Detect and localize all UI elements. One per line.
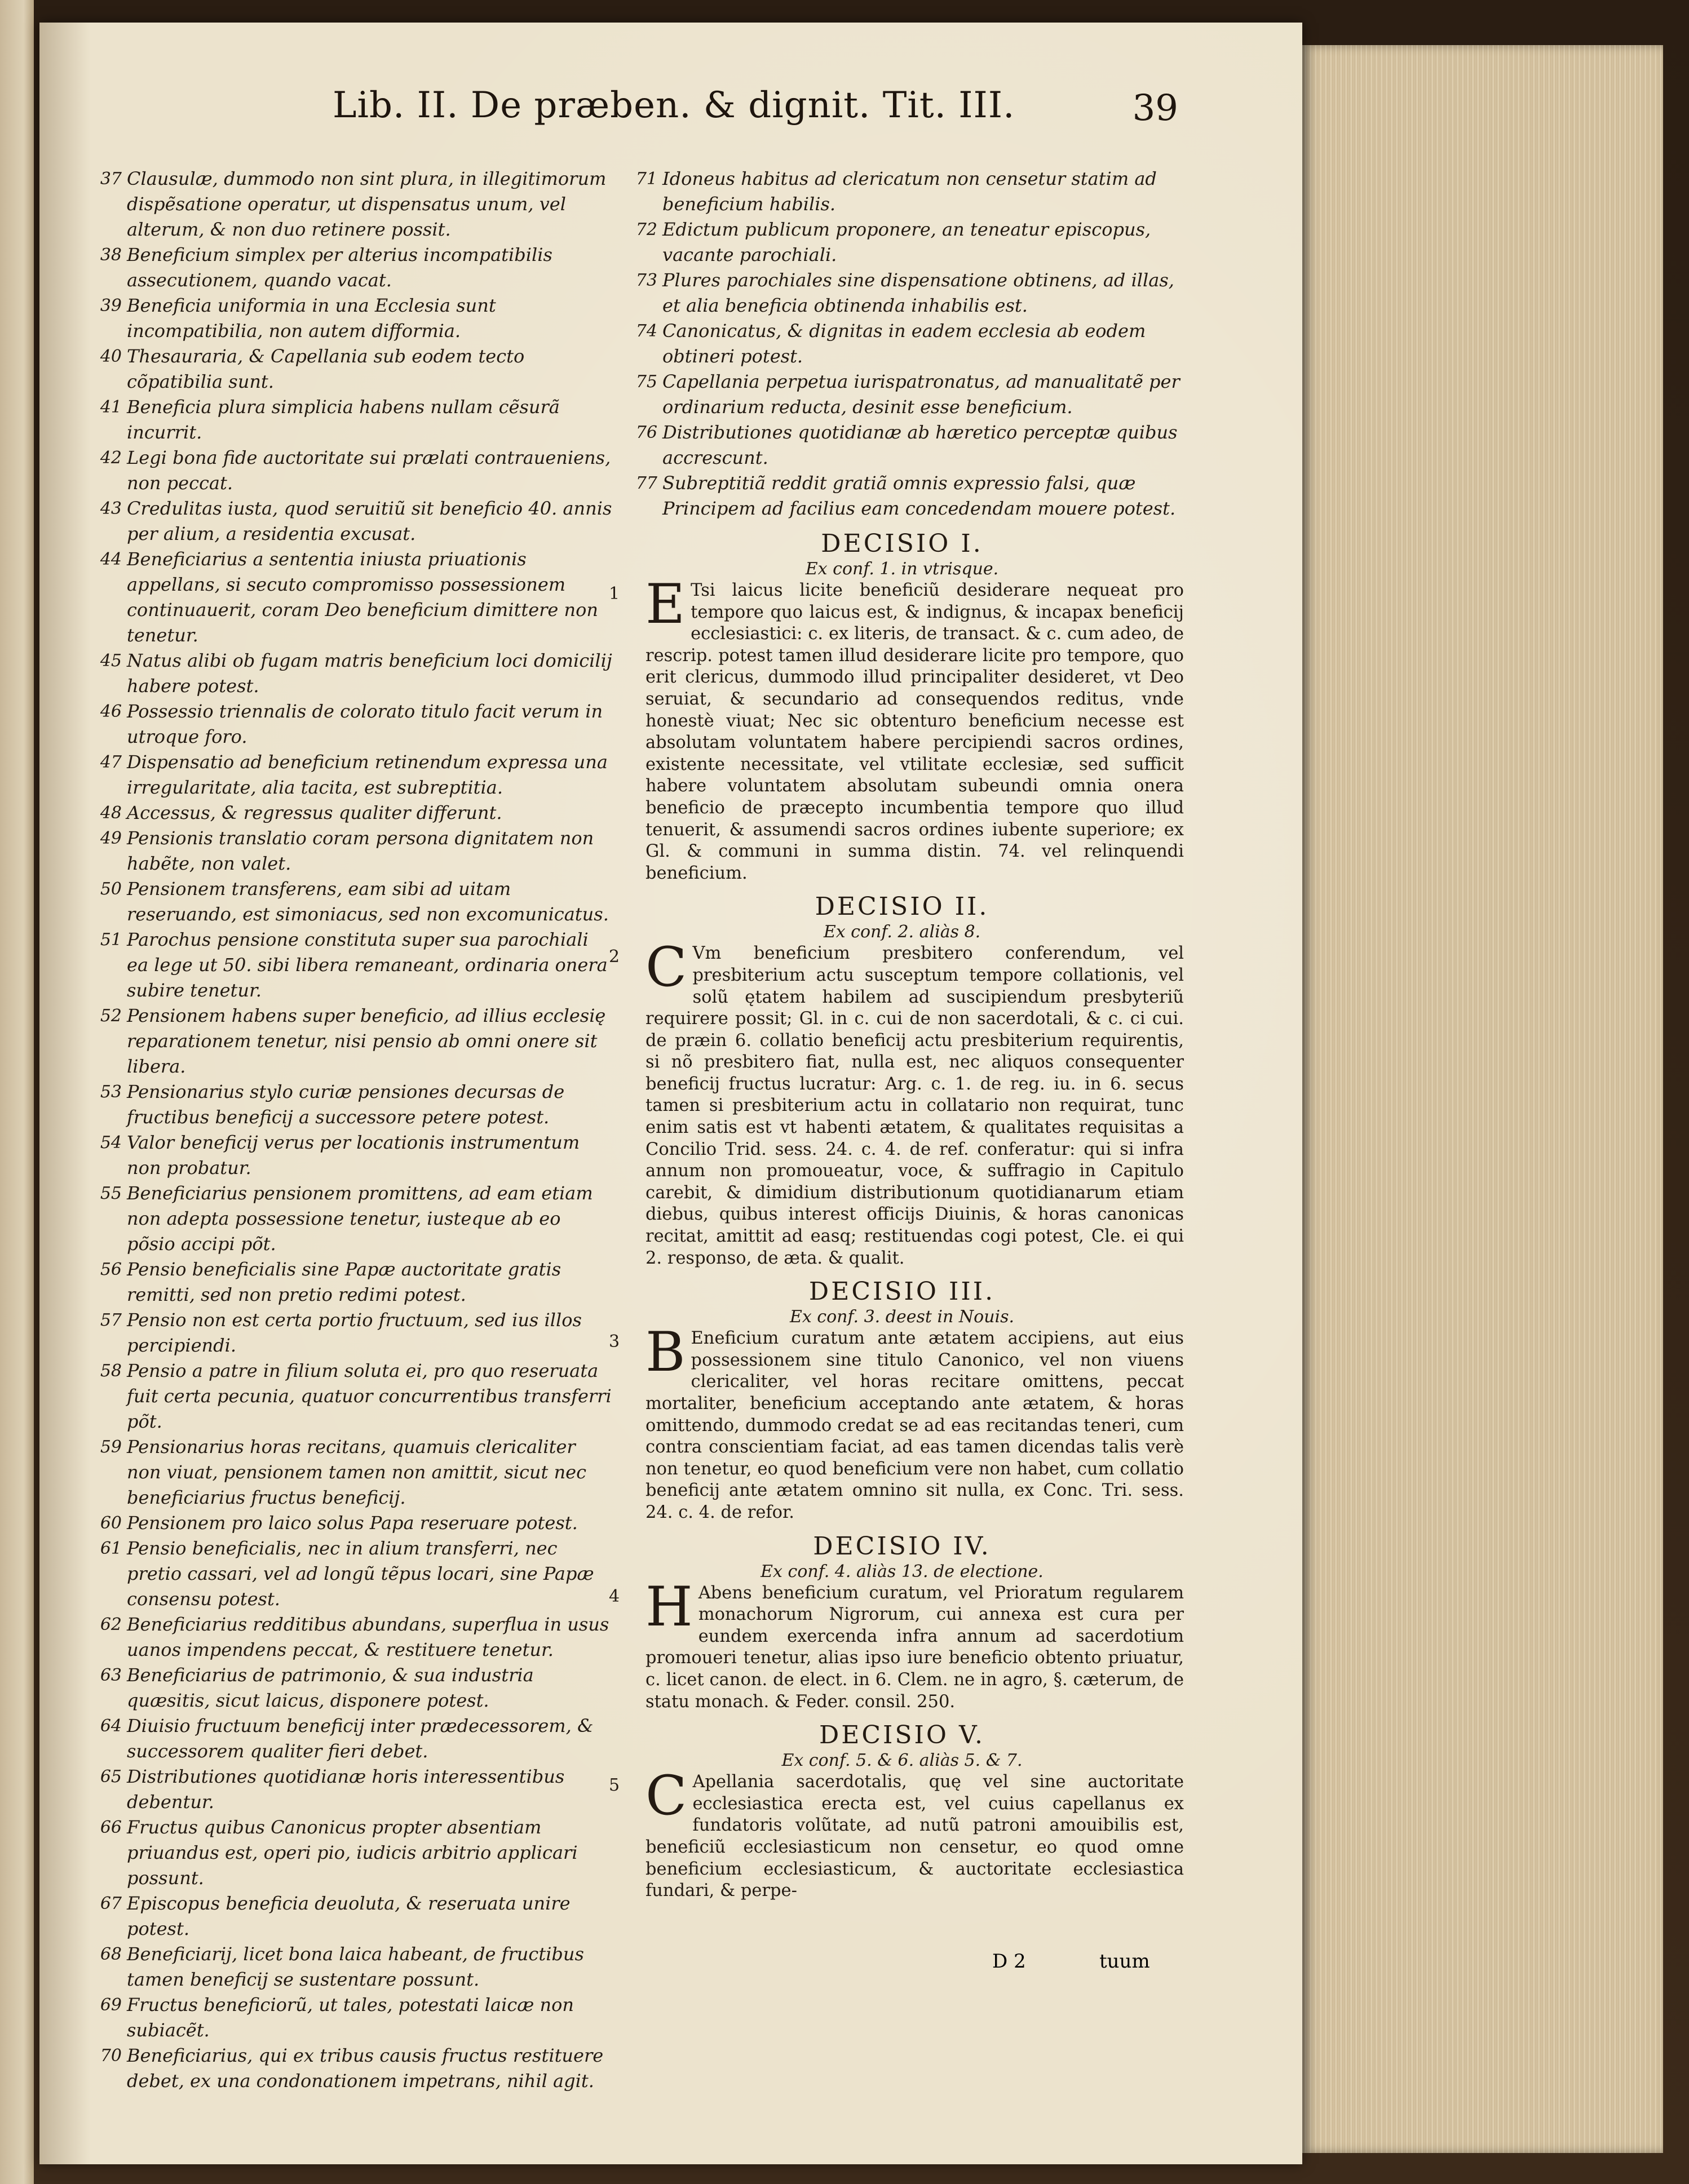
index-entry-number: 42 [100, 448, 122, 468]
drop-capital: C [645, 936, 687, 999]
index-entry [85, 496, 614, 547]
index-entry-number: 40 [100, 347, 122, 366]
index-entry-text: Pensio beneficialis, nec in alium transferri, nec pretio cassari, vel ad longũ tẽpus locari, sine Papæ consensu potest. [127, 1538, 594, 1610]
index-entry-text: Parochus pensione constituta super sua parochiali ea lege ut 50. sibi libera remaneant, ordinaria onera subire tenetur. [127, 929, 608, 1001]
index-entry-text: Pensionis translatio coram persona dignitatem non habẽte, non valet. [127, 827, 594, 874]
decisio-source: Ex conf. 4. aliàs 13. de electione. [761, 1561, 1044, 1581]
facing-page-edge [0, 0, 34, 2184]
index-entry-number: 72 [635, 220, 657, 240]
marginal-number: 4 [609, 1586, 620, 1606]
index-entry [85, 648, 614, 699]
index-entry-text: Episcopus beneficia deuoluta, & reseruata unire potest. [127, 1893, 571, 1939]
marginal-number: 3 [609, 1332, 620, 1352]
drop-capital: E [645, 573, 686, 636]
page-footer [603, 1950, 1184, 1984]
index-entry-number: 52 [100, 1006, 122, 1026]
index-entry-number: 59 [100, 1437, 122, 1457]
index-entry-text: Beneficiarij, licet bona laica habeant, de fructibus tamen beneficij se sustentare possunt. [127, 1943, 584, 1990]
index-column-right [620, 166, 1184, 521]
index-entry-text: Beneficiarius a sententia iniusta priuationis appellans, si secuto compromisso possessionem continuauerit, coram Deo beneficium dimittere non tenetur. [127, 548, 599, 646]
index-entry [620, 369, 1184, 420]
marginal-number: 5 [609, 1775, 620, 1796]
index-entry-number: 45 [100, 651, 122, 671]
index-entry-text: Clausulæ, dummodo non sint plura, in illegitimorum dispẽsatione operatur, ut dispensatus unum, vel alterum, & non duo retinere possit. [127, 168, 607, 240]
book-page [39, 23, 1302, 2164]
index-entry-number: 73 [635, 271, 657, 290]
decisio-source: Ex conf. 1. in vtrisque. [805, 559, 999, 579]
index-entry-text: Edictum publicum proponere, an teneatur episcopus, vacante parochiali. [662, 219, 1151, 265]
index-entry-number: 77 [635, 473, 657, 493]
index-entry-number: 58 [100, 1361, 122, 1381]
decisio-text: Vm beneficium presbitero conferendum, vel presbiterium actu susceptum tempore collationis, vel solũ ętatem habilem ad suscipiendum presbyteriũ requirere possit; Gl. in c. cui de non sacerdotali, & c. ci cui. de præin 6. collatio beneficij actu presbiterium requirentis, si nõ presbitero fiat, nulla est, nec aliquos consequenter beneficij fructus lucratur: Arg. c. 1. de reg. iu. in 6. secus tamen si presbiterium actu in collatario non requirat, tunc enim satis est vt habenti ætatem, & qualitates requisitas a Concilio Trid. sess. 24. c. 4. de ref. conferatur: qui si infra annum non promoueatur, voce, & suffragio in Capitulo carebit, & dimidium distributionum quotidianarum etiam diebus, quibus interest officijs Diuinis, & horas canonicas recitat, amittit ad easq; restituendas cogi potest, Cle. ei qui 2. responso, de æta. & qualit. [645, 943, 1184, 1268]
index-entry-text: Subreptitiã reddit gratiã omnis expressio falsi, quæ Principem ad facilius eam concedendam mouere potest. [662, 472, 1176, 519]
index-entry-text: Beneficia uniformia in una Ecclesia sunt incompatibilia, non autem difformia. [127, 295, 496, 342]
decisio-heading: DECISIO II. [815, 892, 989, 922]
running-head: Lib. II. De præben. & dignit. Tit. III. [333, 85, 1015, 126]
index-entry [620, 471, 1184, 521]
marginal-number: 2 [609, 947, 620, 967]
index-entry [85, 1003, 614, 1079]
index-entry-number: 62 [100, 1615, 122, 1634]
index-entry-text: Possessio triennalis de colorato titulo facit verum in utroque foro. [127, 701, 603, 747]
index-entry [85, 1536, 614, 1612]
index-entry-text: Distributiones quotidianæ horis interessentibus debentur. [127, 1766, 565, 1813]
index-entry [85, 395, 614, 445]
index-entry [85, 1434, 614, 1510]
index-column-left [85, 166, 614, 2105]
index-entry-number: 55 [100, 1184, 122, 1203]
index-entry [620, 420, 1184, 471]
index-entry-number: 46 [100, 702, 122, 721]
index-entry [85, 1308, 614, 1358]
index-entry [85, 547, 614, 648]
index-entry-number: 65 [100, 1767, 122, 1787]
index-entry-text: Beneficiarius pensionem promittens, ad eam etiam non adepta possessione tenetur, iusteque ab eo põsio accipi põt. [127, 1182, 593, 1255]
index-entry-number: 56 [100, 1260, 122, 1279]
index-entry-text: Beneficia plura simplicia habens nullam cẽsurã incurrit. [127, 396, 560, 443]
decisio-source: Ex conf. 2. aliàs 8. [823, 922, 981, 942]
index-entry-text: Credulitas iusta, quod seruitiũ sit beneficio 40. annis per alium, a residentia excusat. [127, 498, 612, 544]
decisio-heading: DECISIO IV. [813, 1531, 991, 1561]
index-entry-number: 50 [100, 879, 122, 899]
index-entry [85, 1358, 614, 1434]
decisio-heading: DECISIO III. [808, 1277, 996, 1306]
index-entry-text: Pensio a patre in filium soluta ei, pro quo reseruata fuit certa pecunia, quatuor concurrentibus transferri põt. [127, 1360, 612, 1432]
index-entry-number: 57 [100, 1310, 122, 1330]
index-entry [85, 344, 614, 395]
index-entry-text: Pensionarius stylo curiæ pensiones decursas de fructibus beneficij a successore petere potest. [127, 1081, 565, 1128]
index-entry [85, 445, 614, 496]
decisio-heading: DECISIO I. [821, 529, 983, 558]
index-entry [85, 1181, 614, 1257]
index-entry [85, 1612, 614, 1663]
index-entry-number: 43 [100, 499, 122, 519]
index-entry-number: 37 [100, 169, 122, 189]
index-entry-text: Legi bona fide auctoritate sui prælati contraueniens, non peccat. [127, 447, 611, 494]
decisio-text: Apellania sacerdotalis, quę vel sine auctoritate ecclesiastica erecta est, vel cuius capellanus ex fundatoris volũtate, ad nutũ patroni amouibilis est, beneficiũ ecclesiasticum non censetur, eo quod omne beneficium ecclesiasticum, & auctoritate ecclesiastica fundari, & perpe- [645, 1772, 1184, 1901]
index-entry-number: 74 [635, 321, 657, 341]
index-entry-text: Fructus beneficiorũ, ut tales, potestati laicæ non subiacẽt. [127, 1994, 574, 2041]
index-entry-number: 64 [100, 1716, 122, 1736]
index-entry [85, 166, 614, 242]
decisio-body [609, 1321, 1184, 1523]
index-entry-number: 76 [635, 423, 657, 442]
index-entry [620, 217, 1184, 268]
index-entry [85, 1942, 614, 1992]
index-entry-number: 66 [100, 1818, 122, 1837]
index-entry [85, 1891, 614, 1942]
index-entry-text: Pensionem habens super beneficio, ad illius ecclesię reparationem tenetur, nisi pensio ab omni onere sit libera. [127, 1005, 606, 1077]
index-entry-text: Plures parochiales sine dispensatione obtinens, ad illas, et alia beneficia obtinenda inhabilis est. [662, 269, 1174, 316]
index-entry-number: 63 [100, 1665, 122, 1685]
marginal-number: 1 [609, 584, 620, 604]
index-entry [620, 318, 1184, 369]
index-entry-text: Pensio non est certa portio fructuum, sed ius illos percipiendi. [127, 1309, 582, 1356]
index-entry [85, 826, 614, 876]
index-entry-text: Diuisio fructuum beneficij inter prædecessorem, & successorem qualiter fieri debet. [127, 1715, 594, 1762]
drop-capital: H [645, 1575, 693, 1638]
index-entry-number: 67 [100, 1894, 122, 1913]
decisio-source: Ex conf. 5. & 6. aliàs 5. & 7. [781, 1751, 1023, 1771]
decisio-body [609, 573, 1184, 884]
index-entry-text: Pensio beneficialis sine Papæ auctoritate gratis remitti, sed non pretio redimi potest. [127, 1259, 561, 1305]
index-entry-text: Pensionem pro laico solus Papa reseruare potest. [127, 1512, 578, 1534]
index-entry-text: Accessus, & regressus qualiter differunt. [127, 802, 502, 823]
index-entry-number: 69 [100, 1995, 122, 2015]
index-entry-number: 44 [100, 550, 122, 569]
index-entry [85, 1663, 614, 1713]
index-entry-text: Valor beneficij verus per locationis instrumentum non probatur. [127, 1132, 580, 1179]
decisio-text: Tsi laicus licite beneficiũ desiderare nequeat pro tempore quo laicus est, & indignus, & incapax beneficij ecclesiastici: c. ex literis, de transact. & c. cum adeo, de rescrip. potest tamen illud desiderare licite pro tempore, quo erit clericus, dummodo illud principaliter desideret, vt Deo seruiat, & secundario ad consequendos reditus, vnde honestè viuat; Nec sic obtenturo beneficium necesse est absolutam voluntatem habere percipiendi sacros ordines, existente necessitate, vel vtilitate ecclesiæ, sed sufficit habere voluntatem absolutam subeundi omnia onera beneficio de præcepto incumbentia tempore quo illud tenuerit, & assumendi sacros ordines iubente superiore; ex Gl. & communi in summa distin. 74. vel relinquendi beneficium. [645, 581, 1184, 883]
drop-capital: B [645, 1321, 686, 1384]
index-entry [620, 166, 1184, 217]
decisio-body [609, 1764, 1184, 1902]
index-entry-number: 70 [100, 2046, 122, 2066]
index-entry [85, 1992, 614, 2043]
index-entry-number: 60 [100, 1513, 122, 1533]
decisio-source: Ex conf. 3. deest in Nouis. [789, 1307, 1015, 1327]
index-entry-number: 54 [100, 1133, 122, 1153]
index-entry [85, 927, 614, 1003]
index-entry [85, 699, 614, 750]
index-entry [85, 1079, 614, 1130]
index-entry-text: Thesauraria, & Capellania sub eodem tecto cõpatibilia sunt. [127, 345, 525, 392]
index-entry-number: 68 [100, 1944, 122, 1964]
index-entry-number: 61 [100, 1539, 122, 1558]
index-entry-number: 75 [635, 372, 657, 392]
index-entry-text: Dispensatio ad beneficium retinendum expressa una irregularitate, alia tacita, est subreptitia. [127, 751, 608, 798]
decisio-heading: DECISIO V. [819, 1721, 985, 1750]
index-entry-text: Beneficiarius, qui ex tribus causis fructus restituere debet, ex una condonationem impetrans, nihil agit. [127, 2045, 604, 2092]
index-entry-text: Beneficiarius redditibus abundans, superflua in usus uanos impendens peccat, & restituere tenetur. [127, 1614, 609, 1660]
decisio-text: Eneficium curatum ante ætatem accipiens, aut eius possessionem sine titulo Canonico, vel non viuens clericaliter, vel horas recitare omittens, peccat mortaliter, beneficium acceptando ante ætatem, & horas omittendo, dummodo credat se ad eas recitandas teneri, cum contra conscientiam faciat, ad eas tamen dicendas talis verè non tenetur, eo quod beneficium vere non habet, cum collatio beneficij ante ætatem omnino sit nulla, ex Conc. Tri. sess. 24. c. 4. de refor. [645, 1328, 1184, 1522]
index-entry-text: Idoneus habitus ad clericatum non censetur statim ad beneficium habilis. [662, 168, 1157, 215]
index-entry [620, 268, 1184, 318]
index-entry-number: 51 [100, 930, 122, 950]
index-entry [85, 293, 614, 344]
index-entry-number: 39 [100, 296, 122, 316]
book-fore-edge [1302, 45, 1663, 2153]
index-entry-text: Natus alibi ob fugam matris beneficium loci domicilij habere potest. [127, 650, 612, 697]
decisio-body [609, 1575, 1184, 1713]
signature-mark: D 2 [992, 1950, 1026, 1973]
index-entry-number: 41 [100, 397, 122, 417]
index-entry [85, 1257, 614, 1308]
index-entry [85, 242, 614, 293]
decisio-text: Abens beneficium curatum, vel Prioratum regularem monachorum Nigrorum, cui annexa est cura per eundem exercenda infra annum ad sacerdotium promoueri tenetur, alias ipso iure beneficio obtento priuatur, c. licet canon. de elect. in 6. Clem. ne in agro, §. cæterum, de statu monach. & Feder. consil. 250. [645, 1583, 1184, 1712]
page-number: 39 [1132, 87, 1178, 129]
index-entry-text: Fructus quibus Canonicus propter absentiam priuandus est, operi pio, iudicis arbitrio applicari possunt. [127, 1817, 578, 1889]
index-entry [85, 750, 614, 800]
catchword: tuum [1099, 1950, 1150, 1973]
index-entry-text: Canonicatus, & dignitas in eadem ecclesia ab eodem obtineri potest. [662, 320, 1146, 367]
index-entry-text: Pensionem transferens, eam sibi ad uitam reseruando, est simoniacus, sed non excomunicatus. [127, 878, 609, 925]
index-entry-text: Pensionarius horas recitans, quamuis clericaliter non viuat, pensionem tamen non amittit, sicut nec beneficiarius fructus beneficij. [127, 1436, 587, 1508]
index-entry-text: Beneficium simplex per alterius incompatibilis assecutionem, quando vacat. [127, 244, 552, 291]
decisiones [609, 529, 1184, 1902]
index-entry [85, 1764, 614, 1815]
index-entry [85, 1815, 614, 1891]
index-entry-text: Capellania perpetua iurispatronatus, ad manualitatẽ per ordinarium reducta, desinit esse beneficium. [662, 371, 1180, 418]
index-entry-number: 47 [100, 752, 122, 772]
index-entry-number: 53 [100, 1082, 122, 1102]
index-entry-text: Beneficiarius de patrimonio, & sua industria quæsitis, sicut laicus, disponere potest. [127, 1664, 534, 1711]
index-entry [85, 800, 614, 826]
column-right [609, 166, 1184, 2105]
drop-capital: C [645, 1764, 687, 1828]
index-entry-text: Distributiones quotidianæ ab hæretico perceptæ quibus accrescunt. [662, 422, 1178, 468]
index-entry [85, 1510, 614, 1536]
index-entry [85, 1130, 614, 1181]
index-entry-number: 49 [100, 829, 122, 848]
index-entry [85, 876, 614, 927]
index-entry-number: 48 [100, 803, 122, 823]
index-entry [85, 1713, 614, 1764]
index-entry-number: 71 [635, 169, 657, 189]
index-entry [85, 2043, 614, 2094]
decisio-body [609, 936, 1184, 1269]
index-entry-number: 38 [100, 245, 122, 265]
